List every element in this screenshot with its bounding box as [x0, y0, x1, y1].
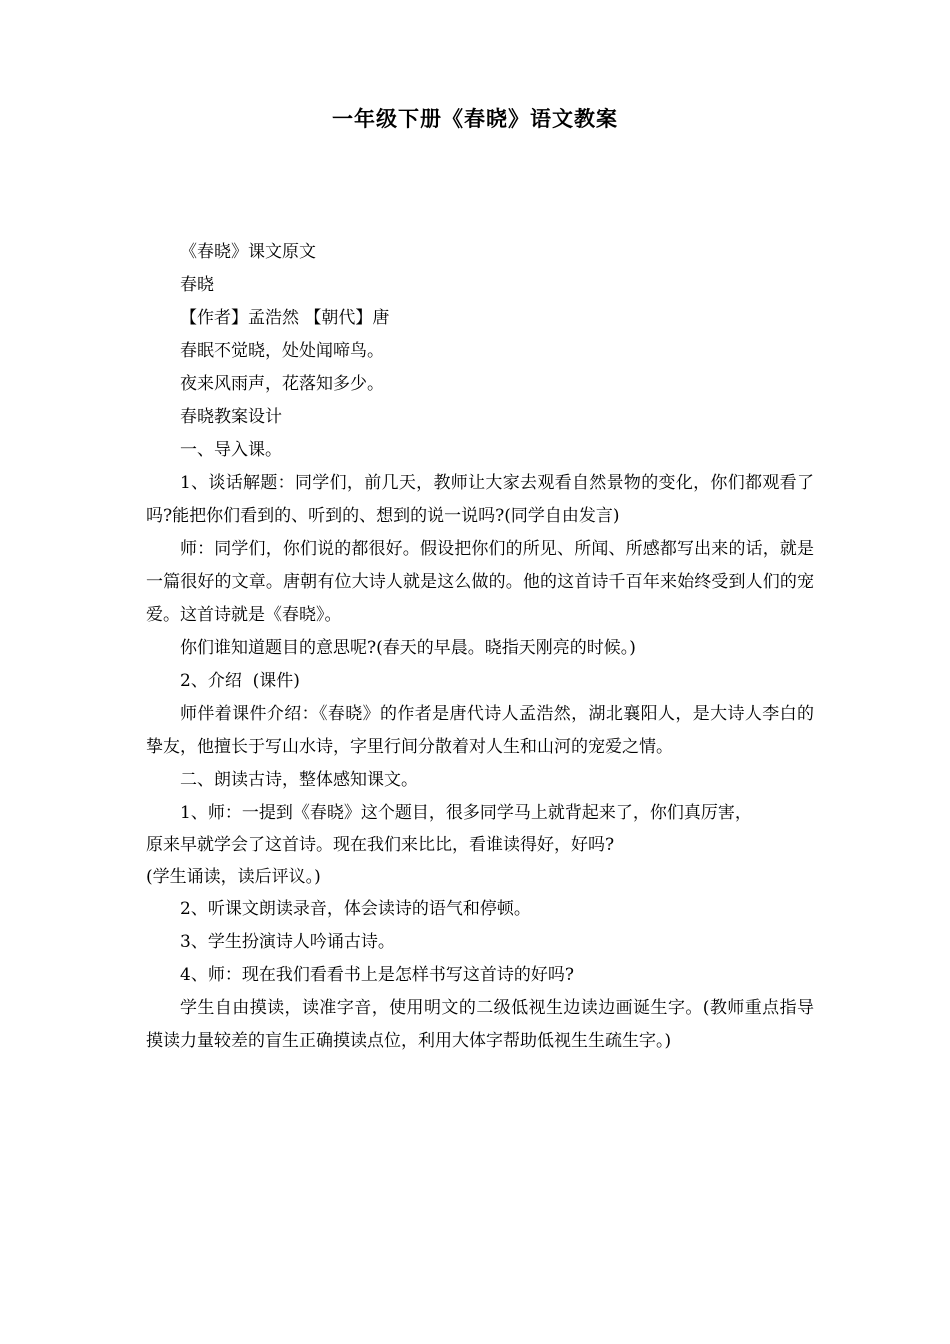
paragraph-poem-line-2: 夜来风雨声，花落知多少。 [180, 374, 384, 394]
paragraph-text-heading: 《春晓》课文原文 [180, 242, 316, 262]
paragraph-design-heading: 春晓教案设计 [180, 407, 282, 427]
paragraph-author: 【作者】孟浩然 【朝代】唐 [180, 308, 390, 328]
paragraph-intro-courseware: 2、介绍 (课件) [180, 671, 300, 691]
document-body [146, 236, 814, 1058]
paragraph-author-intro: 师伴着课件介绍：《春晓》的作者是唐代诗人孟浩然，湖北襄阳人，是大诗人李白的挚友，他擅长于写山水诗，字里行间分散着对人生和山河的宠爱之情。 [146, 704, 814, 757]
document-title: 一年级下册《春晓》语文教案 [332, 106, 618, 131]
paragraph-braille-reading: 学生自由摸读，读准字音，使用明文的二级低视生边读边画诞生字。(教师重点指导摸读力量较差的盲生正确摸读点位，利用大体字帮助低视生生疏生字。) [146, 998, 814, 1051]
paragraph-title-meaning: 你们谁知道题目的意思呢?(春天的早晨。晓指天刚亮的时候。) [180, 638, 636, 658]
paragraph-role-play: 3、学生扮演诗人吟诵古诗。 [180, 932, 395, 952]
paragraph-section-1: 一、导入课。 [180, 440, 282, 460]
paragraph-book-writing: 4、师：现在我们看看书上是怎样书写这首诗的好吗? [180, 965, 574, 985]
paragraph-student-recite: (学生诵读，读后评议。) [146, 867, 321, 887]
paragraph-poem-line-1: 春眠不觉晓，处处闻啼鸟。 [180, 341, 384, 361]
paragraph-section-2: 二、朗读古诗，整体感知课文。 [180, 770, 418, 790]
paragraph-teacher-recite: 1、师：一提到《春晓》这个题目，很多同学马上就背起来了，你们真厉害， [180, 803, 752, 823]
paragraph-intro-talk: 1、谈话解题：同学们，前几天，教师让大家去观看自然景物的变化，你们都观看了吗?能把你们看到的、听到的、想到的说一说吗?(同学自由发言) [146, 473, 814, 526]
paragraph-listen-recording: 2、听课文朗读录音，体会读诗的语气和停顿。 [180, 899, 531, 919]
paragraph-teacher-recite-cont: 原来早就学会了这首诗。现在我们来比比，看谁读得好，好吗? [146, 835, 615, 855]
paragraph-teacher-comment: 师：同学们，你们说的都很好。假设把你们的所见、所闻、所感都写出来的话，就是一篇很好的文章。唐朝有位大诗人就是这么做的。他的这首诗千百年来始终受到人们的宠爱。这首诗就是《春晓》。 [146, 539, 814, 625]
paragraph-poem-title: 春晓 [180, 275, 214, 295]
